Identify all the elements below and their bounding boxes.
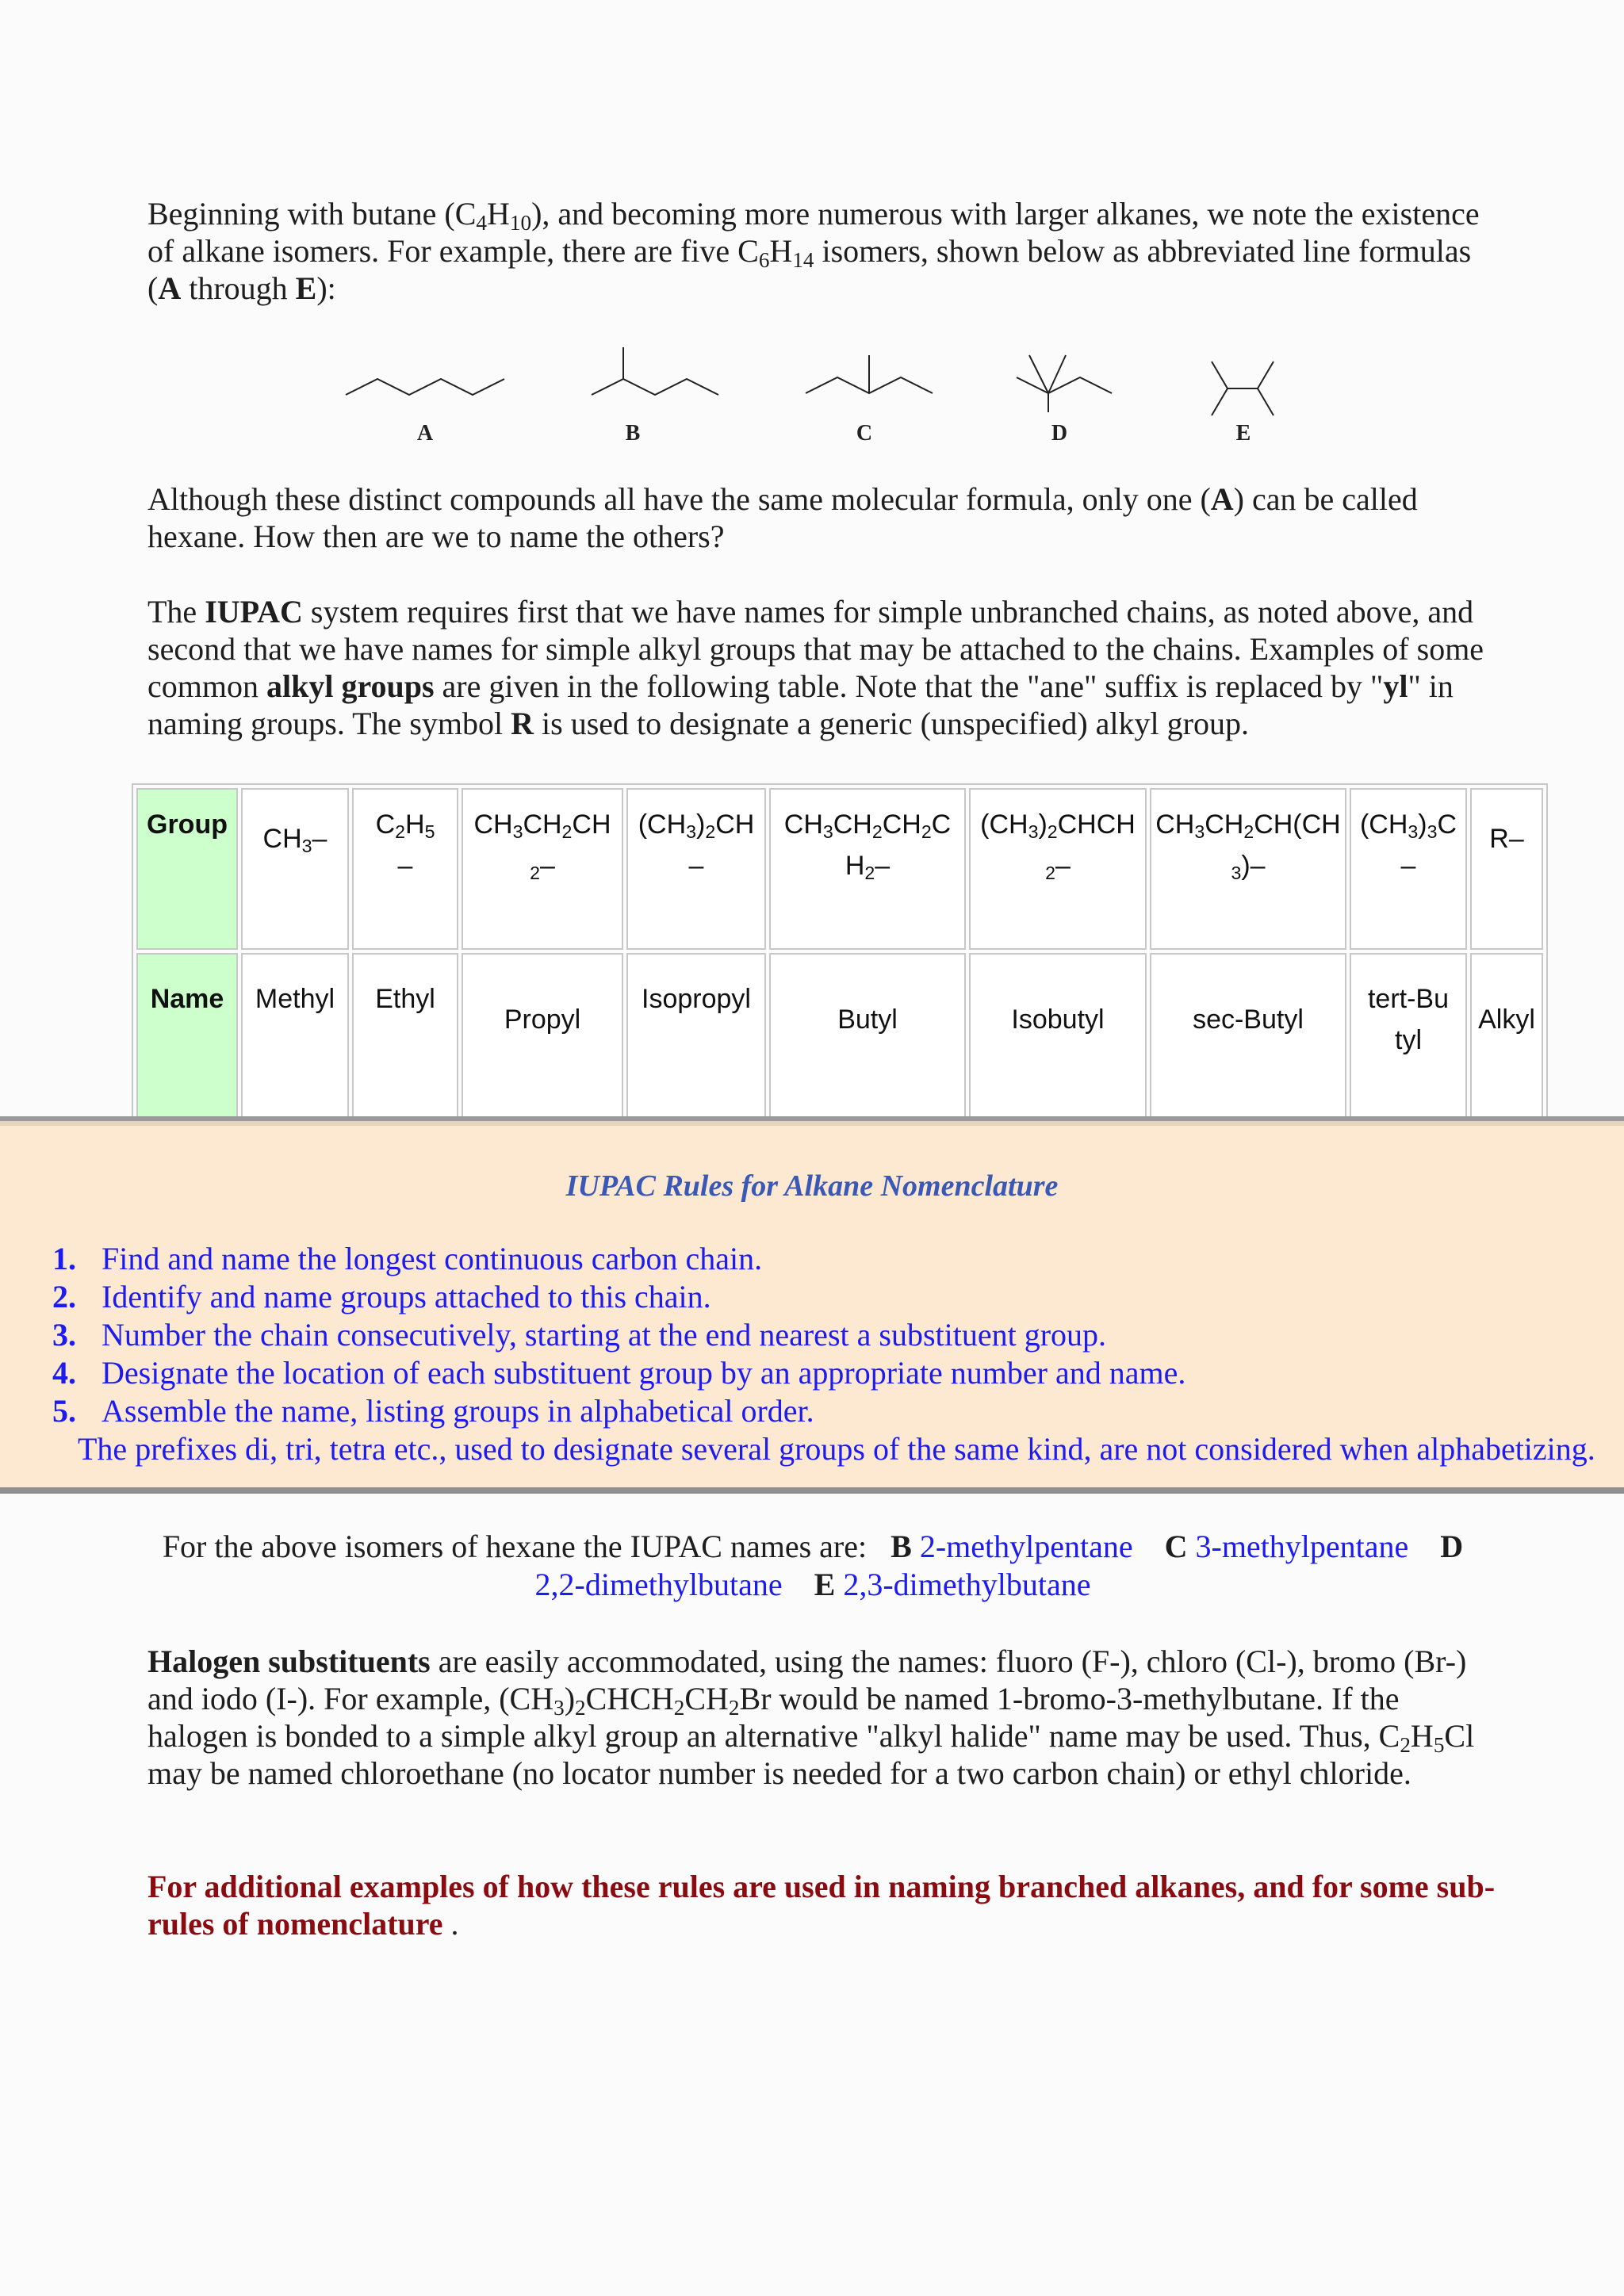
isomer-names: For the above isomers of hexane the IUPAC names are: B 2-methylpentane C 3-methylpentane D 2,2-dimethylbutane E 2,3-dimethylbutane — [162, 1529, 1464, 1602]
group-cell: $CH_3-$ — [241, 788, 349, 950]
isomer-b-structure — [592, 379, 718, 395]
isomer-structures — [0, 333, 1624, 452]
isomer-e-structure — [1212, 362, 1274, 415]
name-cell: tert-Butyl — [1350, 953, 1467, 1173]
isomer-label-d: D — [1051, 421, 1068, 446]
rules-title: IUPAC Rules for Alkane Nomenclature — [565, 1169, 1059, 1203]
intro-paragraph: Beginning with butane $(C_4H_{10})$, and becoming more numerous with larger alkanes, we note the existence of alkane isomers. For example, there are five $C_6H_{14}$ isomers, shown below as abbreviated line formulas (A through E): — [147, 196, 1480, 306]
iupac-paragraph: The IUPAC system requires first that we have names for simple unbranched chains, as noted above, and second that we have names for simple alkyl groups that may be attached to the chains. Examples of some common alkyl groups are given in the following table. Note that the "ane" suffix is replaced by "yl" in naming groups. The symbol R is used to designate a generic (unspecified) alkyl group. — [147, 594, 1484, 741]
isomer-label-c: C — [856, 421, 873, 446]
name-cell: Ethyl — [352, 953, 458, 1173]
isomer-label-a: A — [416, 421, 434, 446]
name-cell: Butyl — [769, 953, 966, 1173]
rule-item: 3. Number the chain consecutively, starting at the end nearest a substituent group. — [52, 1317, 1107, 1353]
isomer-d-name: 2,2-dimethylbutane — [534, 1567, 783, 1602]
name-cell: Alkyl — [1470, 953, 1543, 1173]
name-cell: Isobutyl — [969, 953, 1147, 1173]
isomer-label-b: B — [625, 421, 641, 446]
rules-list — [52, 1240, 1185, 1430]
group-cell: $(CH_3)_3C$ – — [1350, 788, 1467, 950]
group-cell: $CH_3CH_2CH$ $_2$– — [462, 788, 623, 950]
halogen-paragraph: Halogen substituents are easily accommodated, using the names: fluoro (F-), chloro (Cl-), bromo (Br-) and iodo (I-). For example, $(CH_3)_2CHCH_2CH_2Br$ would be named 1-bromo-3-methylbutane. If the halogen is bonded to a simple alkyl group an alternative "alkyl halide" name may be used. Thus, $C_2H_5Cl$ may be named chloroethane (no locator number is needed for a two carbon chain) or ethyl chloride. — [147, 1644, 1475, 1791]
hexane-paragraph: Although these distinct compounds all have the same molecular formula, only one (A) can be called hexane. How then are we to name the others? — [147, 481, 1418, 554]
additional-examples-link[interactable]: For additional examples of how these rules are used in naming branched alkanes, and for some sub-rules of nomenclature — [147, 1869, 1496, 1942]
rules-box — [0, 1116, 1624, 1494]
rule-item: 1. Find and name the longest continuous carbon chain. — [52, 1241, 763, 1276]
rules-note: The prefixes di, tri, tetra etc., used to designate several groups of the same kind, are not considered when alphabetizing. — [78, 1431, 1595, 1467]
group-cell: $CH_3CH_2CH_2C$ $H_2-$ — [769, 788, 966, 950]
group-cell: $C_2H_5$ – — [352, 788, 458, 950]
isomer-a-structure — [346, 379, 504, 395]
group-cell: $(CH_3)_2CH$ – — [626, 788, 766, 950]
name-cell: Methyl — [241, 953, 349, 1173]
isomer-d-structure — [1017, 377, 1112, 393]
name-cell: Isopropyl — [626, 953, 766, 1173]
rule-item: 5. Assemble the name, listing groups in alphabetical order. — [52, 1393, 814, 1429]
group-cell: R– — [1470, 788, 1543, 950]
name-cell: Propyl — [462, 953, 623, 1173]
group-cell: $CH_3CH_2CH(CH$ $_3$)– — [1150, 788, 1346, 950]
isomer-e-name: 2,3-dimethylbutane — [843, 1567, 1091, 1602]
group-cell: $(CH_3)_2CHCH$ $_2$– — [969, 788, 1147, 950]
name-cell: sec-Butyl — [1150, 953, 1346, 1173]
name-header-cell: Name — [136, 953, 238, 1173]
additional-examples: For additional examples of how these rules are used in naming branched alkanes, and for some sub-rules of nomenclature . — [147, 1869, 1496, 1942]
isomer-b-name: 2-methylpentane — [919, 1529, 1133, 1564]
isomer-c-name: 3-methylpentane — [1195, 1529, 1409, 1564]
rule-item: 4. Designate the location of each substituent group by an appropriate number and name. — [52, 1355, 1186, 1391]
isomer-label-e: E — [1235, 421, 1251, 446]
group-header-cell: Group — [136, 788, 238, 950]
rule-item: 2. Identify and name groups attached to this chain. — [52, 1279, 711, 1314]
group-row — [136, 788, 1543, 950]
